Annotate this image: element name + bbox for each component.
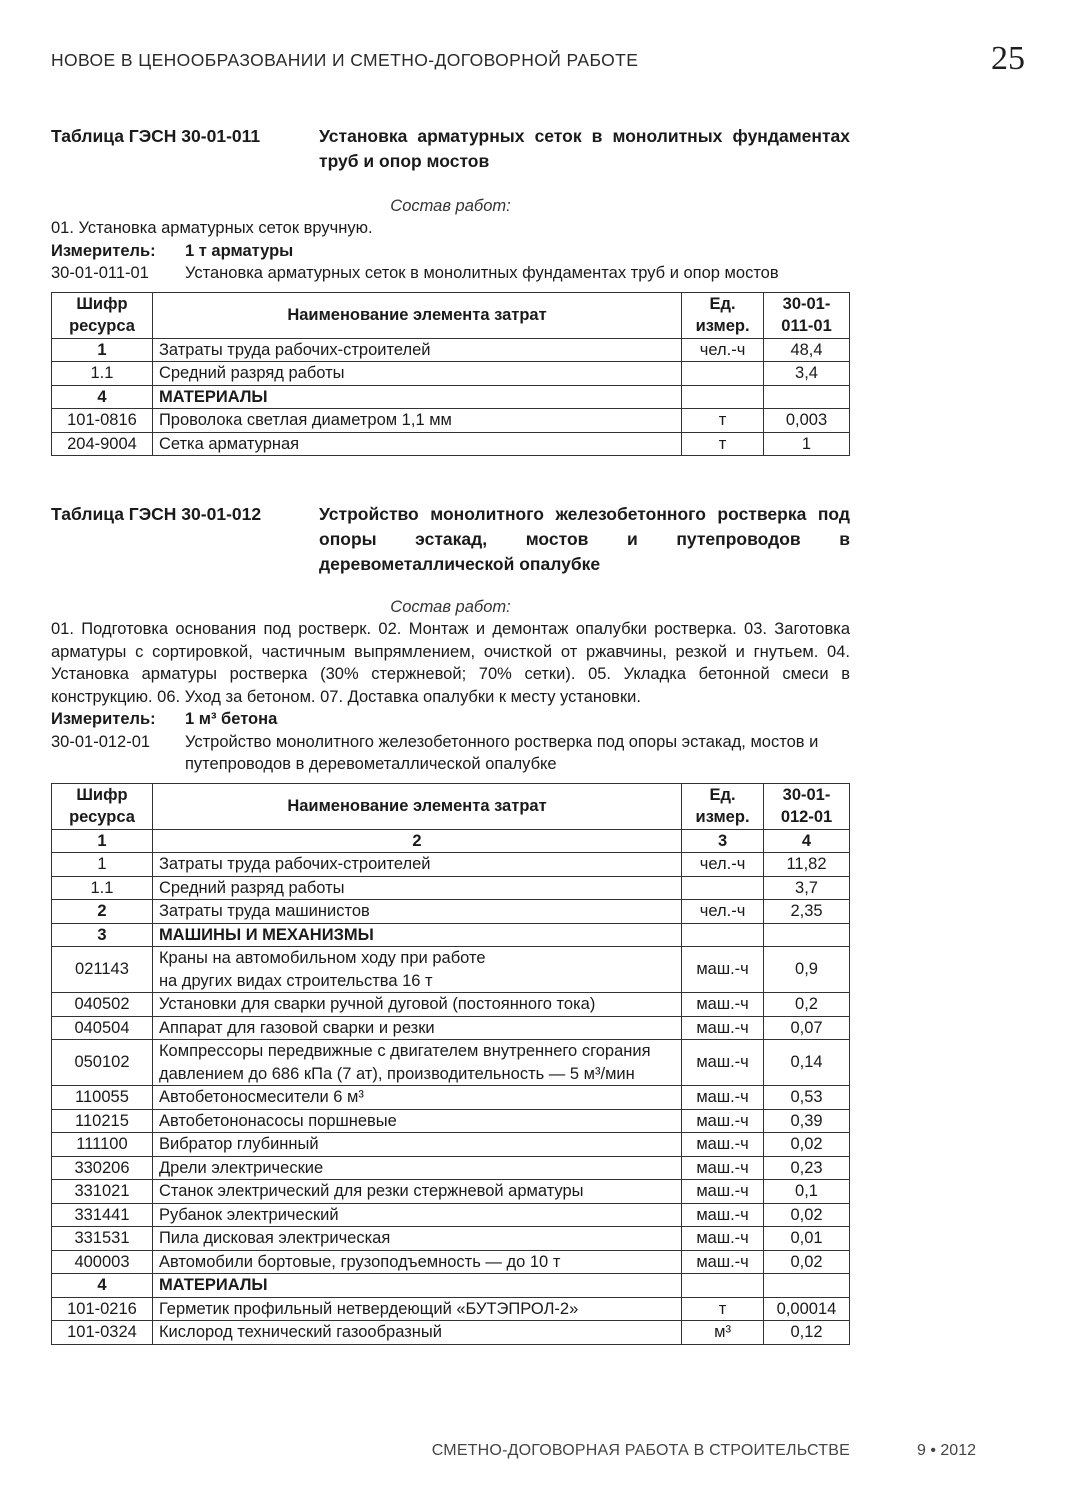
norm-value: 0,07 <box>764 1016 850 1040</box>
unit-of-measure: маш.-ч <box>682 993 764 1017</box>
table-row <box>52 1227 850 1251</box>
unit-of-measure: чел.-ч <box>682 853 764 877</box>
norm-description: Устройство монолитного железобетонного ростверка под опоры эстакад, мостов и путепроводов в деревометаллической опалубке <box>185 732 819 773</box>
table1-works-label: Состав работ: <box>390 197 511 215</box>
measure-value: 1 т арматуры <box>185 241 294 260</box>
table1-grid <box>51 292 850 457</box>
cost-element-name: Аппарат для газовой сварки и резки <box>152 1016 681 1040</box>
table1-title: Установка арматурных сеток в монолитных фундаментах труб и опор мостов <box>319 126 850 171</box>
cost-element-name: Затраты труда машинистов <box>152 900 681 924</box>
table-row <box>52 1297 850 1321</box>
table-header-row <box>52 783 850 829</box>
unit-of-measure: маш.-ч <box>682 1086 764 1110</box>
table-row <box>52 947 850 993</box>
resource-code: 050102 <box>52 1040 153 1086</box>
norm-value: 3,4 <box>764 362 850 386</box>
norm-value: 0,39 <box>764 1109 850 1133</box>
norm-value: 0,02 <box>764 1250 850 1274</box>
norm-value <box>764 923 850 947</box>
norm-value: 0,01 <box>764 1227 850 1251</box>
cost-element-name: Сетка арматурная <box>152 432 681 456</box>
norm-value: 11,82 <box>764 853 850 877</box>
unit-of-measure: т <box>682 432 764 456</box>
table1-heading <box>51 124 850 174</box>
unit-of-measure: т <box>682 409 764 433</box>
header-code: Шифр ресурса <box>52 292 153 338</box>
column-number: 4 <box>764 829 850 853</box>
unit-of-measure: чел.-ч <box>682 338 764 362</box>
norm-value: 0,23 <box>764 1156 850 1180</box>
resource-code: 400003 <box>52 1250 153 1274</box>
table2-norm <box>51 731 850 776</box>
unit-of-measure: маш.-ч <box>682 947 764 993</box>
cost-element-name: Рубанок электрический <box>152 1203 681 1227</box>
table-row <box>52 1180 850 1204</box>
table2-works-label: Состав работ: <box>390 598 511 616</box>
table-row <box>52 1133 850 1157</box>
page-number: 25 <box>991 40 1025 77</box>
norm-code: 30-01-011-01 <box>51 264 149 282</box>
resource-code: 331531 <box>52 1227 153 1251</box>
header-name: Наименование элемента затрат <box>152 783 681 829</box>
resource-code: 1 <box>52 853 153 877</box>
unit-of-measure: чел.-ч <box>682 900 764 924</box>
unit-of-measure: маш.-ч <box>682 1133 764 1157</box>
table2-code: Таблица ГЭСН 30-01-012 <box>51 504 262 524</box>
resource-code: 101-0324 <box>52 1321 153 1345</box>
unit-of-measure: маш.-ч <box>682 1227 764 1251</box>
norm-value: 0,2 <box>764 993 850 1017</box>
table-row <box>52 1016 850 1040</box>
resource-code: 1.1 <box>52 362 153 386</box>
resource-code: 111100 <box>52 1133 153 1157</box>
table2-heading <box>51 502 850 577</box>
section-row <box>52 1274 850 1298</box>
footer-journal: СМЕТНО-ДОГОВОРНАЯ РАБОТА В СТРОИТЕЛЬСТВЕ <box>431 1442 850 1459</box>
unit-of-measure: маш.-ч <box>682 1250 764 1274</box>
resource-code: 110055 <box>52 1086 153 1110</box>
unit-of-measure <box>682 876 764 900</box>
norm-value: 0,12 <box>764 1321 850 1345</box>
norm-code: 30-01-012-01 <box>51 732 151 751</box>
table1-block <box>51 124 850 456</box>
table2-measure <box>51 708 850 731</box>
table1-measure <box>51 240 850 263</box>
measure-value: 1 м³ бетона <box>185 710 278 728</box>
header-unit: Ед. измер. <box>682 292 764 338</box>
unit-of-measure: т <box>682 1297 764 1321</box>
table-row <box>52 338 850 362</box>
cost-element-name: Автобетононасосы поршневые <box>152 1109 681 1133</box>
resource-code: 204-9004 <box>52 432 153 456</box>
norm-value: 48,4 <box>764 338 850 362</box>
norm-value: 0,00014 <box>764 1297 850 1321</box>
norm-value: 3,7 <box>764 876 850 900</box>
norm-value <box>764 1274 850 1298</box>
unit-of-measure: маш.-ч <box>682 1109 764 1133</box>
norm-value <box>764 385 850 409</box>
table-row <box>52 409 850 433</box>
table2-works: 01. Подготовка основания под ростверк. 02. Монтаж и демонтаж опалубки ростверка. 03. Заготовка арматуры с сортировкой, частичным выпрямлением, очисткой от ржавчины, резкой и гнутьем. 04. Установка арматуры ростверка (30% стержневой; 70% сетки). 05. Укладка бетонной смеси в конструкцию. 06. Уход за бетоном. 07. Доставка опалубки к месту установки. <box>51 620 850 706</box>
norm-value: 2,35 <box>764 900 850 924</box>
column-number-row <box>52 829 850 853</box>
resource-code: 040502 <box>52 993 153 1017</box>
resource-code: 1.1 <box>52 876 153 900</box>
table-header-row <box>52 292 850 338</box>
running-title: НОВОЕ В ЦЕНООБРАЗОВАНИИ И СМЕТНО-ДОГОВОРНОЙ РАБОТЕ <box>51 50 639 70</box>
cost-element-name: Проволока светлая диаметром 1,1 мм <box>152 409 681 433</box>
unit-of-measure: маш.-ч <box>682 1040 764 1086</box>
column-number: 1 <box>52 829 153 853</box>
norm-value: 0,53 <box>764 1086 850 1110</box>
cost-element-name: МАШИНЫ И МЕХАНИЗМЫ <box>152 923 681 947</box>
unit-of-measure <box>682 362 764 386</box>
resource-code: 021143 <box>52 947 153 993</box>
norm-value: 0,14 <box>764 1040 850 1086</box>
resource-code: 331441 <box>52 1203 153 1227</box>
footer-issue: 9 • 2012 <box>917 1442 976 1459</box>
norm-value: 0,02 <box>764 1133 850 1157</box>
column-number: 3 <box>682 829 764 853</box>
table-row <box>52 876 850 900</box>
unit-of-measure: м³ <box>682 1321 764 1345</box>
table-row <box>52 900 850 924</box>
table-row <box>52 1156 850 1180</box>
unit-of-measure: маш.-ч <box>682 1156 764 1180</box>
resource-code: 330206 <box>52 1156 153 1180</box>
resource-code: 2 <box>52 900 153 924</box>
table-row <box>52 432 850 456</box>
norm-value: 0,003 <box>764 409 850 433</box>
cost-element-name: Краны на автомобильном ходу при работе на других видах строительства 16 т <box>152 947 681 993</box>
cost-element-name: Дрели электрические <box>152 1156 681 1180</box>
table1-norm <box>51 262 850 285</box>
measure-label: Измеритель: <box>51 241 156 260</box>
cost-element-name: Герметик профильный нетвердеющий «БУТЭПРОЛ-2» <box>152 1297 681 1321</box>
table-row <box>52 1109 850 1133</box>
cost-element-name: Автобетоносмесители 6 м³ <box>152 1086 681 1110</box>
measure-label: Измеритель: <box>51 710 156 728</box>
table-row <box>52 1250 850 1274</box>
resource-code: 040504 <box>52 1016 153 1040</box>
resource-code: 4 <box>52 1274 153 1298</box>
resource-code: 4 <box>52 385 153 409</box>
unit-of-measure: маш.-ч <box>682 1180 764 1204</box>
cost-element-name: Затраты труда рабочих-строителей <box>152 853 681 877</box>
norm-value: 1 <box>764 432 850 456</box>
header-name: Наименование элемента затрат <box>152 292 681 338</box>
resource-code: 1 <box>52 338 153 362</box>
table-row <box>52 993 850 1017</box>
table-row <box>52 853 850 877</box>
table-row <box>52 1040 850 1086</box>
cost-element-name: Кислород технический газообразный <box>152 1321 681 1345</box>
cost-element-name: Затраты труда рабочих-строителей <box>152 338 681 362</box>
cost-element-name: МАТЕРИАЛЫ <box>152 385 681 409</box>
table-row <box>52 1203 850 1227</box>
unit-of-measure <box>682 1274 764 1298</box>
cost-element-name: Станок электрический для резки стержневой арматуры <box>152 1180 681 1204</box>
header-code: Шифр ресурса <box>52 783 153 829</box>
cost-element-name: Пила дисковая электрическая <box>152 1227 681 1251</box>
unit-of-measure: маш.-ч <box>682 1016 764 1040</box>
resource-code: 3 <box>52 923 153 947</box>
column-number: 2 <box>152 829 681 853</box>
cost-element-name: МАТЕРИАЛЫ <box>152 1274 681 1298</box>
table-row <box>52 362 850 386</box>
cost-element-name: Установки для сварки ручной дуговой (постоянного тока) <box>152 993 681 1017</box>
section-row <box>52 385 850 409</box>
header-norm: 30-01-011-01 <box>764 292 850 338</box>
norm-value: 0,02 <box>764 1203 850 1227</box>
cost-element-name: Вибратор глубинный <box>152 1133 681 1157</box>
table-row <box>52 1086 850 1110</box>
table2-block <box>51 502 850 1345</box>
table-row <box>52 1321 850 1345</box>
resource-code: 331021 <box>52 1180 153 1204</box>
section-row <box>52 923 850 947</box>
norm-value: 0,9 <box>764 947 850 993</box>
cost-element-name: Средний разряд работы <box>152 876 681 900</box>
unit-of-measure <box>682 923 764 947</box>
table1-works: 01. Установка арматурных сеток вручную. <box>51 219 373 237</box>
norm-value: 0,1 <box>764 1180 850 1204</box>
table2-title: Устройство монолитного железобетонного ростверка под опоры эстакад, мостов и путепроводов в деревометаллической опалубке <box>319 504 850 574</box>
unit-of-measure <box>682 385 764 409</box>
cost-element-name: Автомобили бортовые, грузоподъемность — до 10 т <box>152 1250 681 1274</box>
resource-code: 101-0816 <box>52 409 153 433</box>
resource-code: 110215 <box>52 1109 153 1133</box>
norm-description: Установка арматурных сеток в монолитных фундаментах труб и опор мостов <box>185 264 779 282</box>
table2-grid <box>51 783 850 1345</box>
unit-of-measure: маш.-ч <box>682 1203 764 1227</box>
cost-element-name: Компрессоры передвижные с двигателем внутреннего сгорания давлением до 686 кПа (7 ат), производительность — 5 м³/мин <box>152 1040 681 1086</box>
cost-element-name: Средний разряд работы <box>152 362 681 386</box>
table1-code: Таблица ГЭСН 30-01-011 <box>51 126 261 146</box>
header-unit: Ед. измер. <box>682 783 764 829</box>
resource-code: 101-0216 <box>52 1297 153 1321</box>
header-norm: 30-01-012-01 <box>764 783 850 829</box>
